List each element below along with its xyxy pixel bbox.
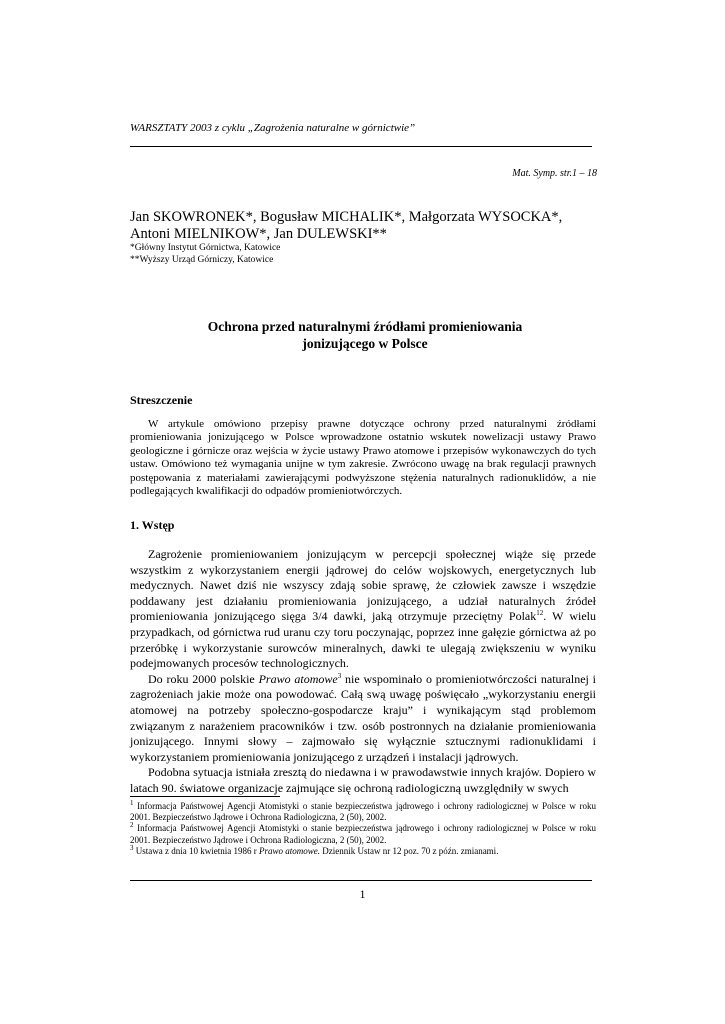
- title-line: Ochrona przed naturalnymi źródłami promieniowania: [207, 319, 523, 334]
- footnote-rule: [130, 796, 280, 797]
- footnote-ref: 3: [337, 671, 342, 680]
- abstract-heading: Streszczenie: [130, 393, 193, 407]
- footnote: $^1$ Informacja Państwowej Agencji Atomistyki o stanie bezpieczeństwa jądrowego i ochrony radiologicznej w Polsce w roku 2001. Bezpieczeństwo Jądrowe i Ochrona Radiologiczna, 2 (50), 2002.: [130, 799, 596, 823]
- paragraph: Podobna sytuacja istniała zresztą do niedawna i w prawodawstwie innych krajów. Dopiero w latach 90. światowe organizacje zajmujące się ochroną radiologiczną uwzględniły w swych: [130, 765, 596, 795]
- authors-line: Antoni MIELNIKOW*, Jan DULEWSKI**: [130, 226, 387, 242]
- abstract-text: [130, 418, 596, 498]
- affiliations: [130, 243, 280, 266]
- footer-rule: [130, 880, 592, 881]
- footnote: $^3$ Ustawa z dnia 10 kwietnia 1986 r Prawo atomowe. Dziennik Ustaw nr 12 poz. 70 z późn. zmianami.: [130, 843, 499, 856]
- header-rule: [130, 146, 592, 147]
- section-body: [130, 547, 596, 797]
- paragraph: Zagrożenie promieniowaniem jonizującym w percepcji społecznej wiąże się przede wszystkim z wykorzystaniem energii jądrowej do celów wojskowych, energetycznych lub medycznych. Nawet dziś nie wszyscy zdają sobie sprawę, że człowiek zawsze i wszędzie poddawany jest działaniu promieniowania jonizującego, a udział naturalnych źródeł promieniowania jonizującego sięga 3/4 dawki, jaką otrzymuje przeciętny Polak$^{12}$. W wielu przypadkach, od górnictwa rud uranu czy toru poczynając, poprzez inne gałęzie górnictwa aż po przeróbkę i wykorzystanie surowców mineralnych, dawki te ulegają zwiększeniu w wyniku podejmowanych procesów technologicznych.: [130, 547, 596, 671]
- affiliation: **Wyższy Urząd Górniczy, Katowice: [130, 254, 274, 265]
- affiliation: *Główny Instytut Górnictwa, Katowice: [130, 243, 281, 253]
- paper-title: [130, 318, 600, 352]
- abstract-paragraph: W artykule omówiono przepisy prawne dotyczące ochrony przed naturalnymi źródłami promieniowania jonizującego w Polsce wprowadzone ostatnio wskutek nowelizacji ustawy Prawo geologiczne i górnicze oraz wejścia w życie ustawy Prawo atomowe i przepisów wykonawczych do tych ustaw. Omówiono też wymagania unijne w tym zakresie. Zwrócono uwagę na brak regulacji prawnych postępowania z materiałami zawierającymi podwyższone stężenia naturalnych radionuklidów, a nie podlegających kwalifikacji do odpadów promieniotwórczych.: [130, 418, 596, 498]
- page-reference: Mat. Symp. str.1 – 18: [512, 168, 597, 179]
- section-heading: 1. Wstęp: [130, 518, 175, 532]
- running-header: WARSZTATY 2003 z cyklu „Zagrożenia naturalne w górnictwie”: [130, 122, 416, 134]
- title-line: jonizującego w Polsce: [302, 336, 428, 351]
- authors-block: [130, 209, 600, 243]
- footnote: $^2$ Informacja Państwowej Agencji Atomistyki o stanie bezpieczeństwa jądrowego i ochrony radiologicznej w Polsce w roku 2001. Bezpieczeństwo Jądrowe i Ochrona Radiologiczna, 2 (50), 2002.: [130, 821, 596, 845]
- page-number: 1: [359, 887, 366, 901]
- authors-line: Jan SKOWRONEK*, Bogusław MICHALIK*, Małgorzata WYSOCKA*,: [130, 209, 563, 225]
- footnote-ref: 12: [536, 609, 544, 618]
- footnotes: [130, 801, 596, 857]
- paragraph: Do roku 2000 polskie Prawo atomowe$^3$ nie wspominało o promieniotwórczości naturalnej i zagrożeniach jakie może ona powodować. Całą swą uwagę poświęcało „wykorzystaniu energii atomowej na potrzeby społeczno-gospodarcze kraju” i wynikającym stąd problemom związanym z narażeniem pracowników i tzw. osób postronnych na działanie promieniowania jonizującego. Innymi słowy – zajmowało się wyłącznie sztucznymi radionuklidami i wykorzystaniem promieniowania jonizującego z urządzeń i instalacji jądrowych.: [130, 671, 597, 764]
